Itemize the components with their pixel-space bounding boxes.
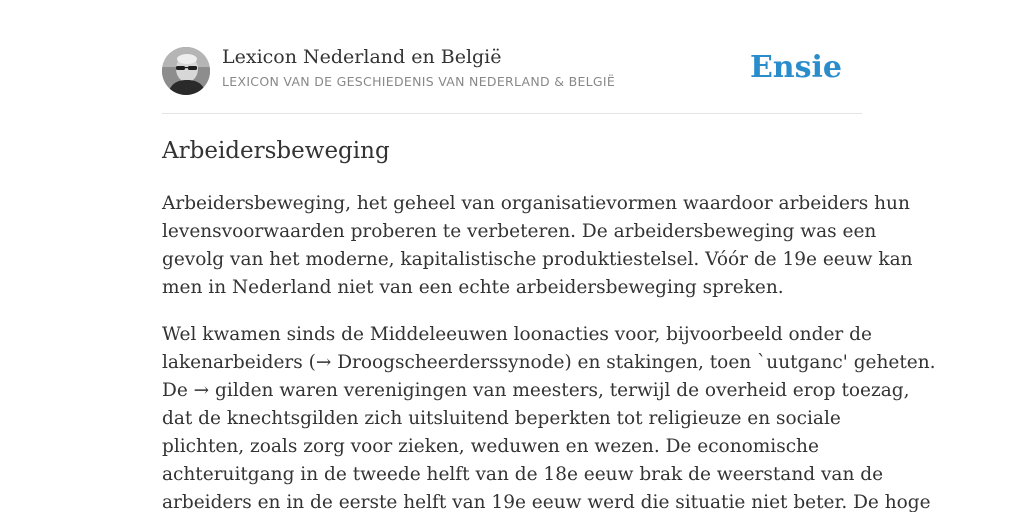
avatar[interactable] [162,47,210,95]
crossref-link-droogscheerderssynode[interactable]: → Droogscheerderssynode [315,352,565,373]
site-header [162,0,862,114]
text-segment: lakenarbeiders ( [162,352,316,373]
paragraph-line [162,349,936,377]
paragraph-line: levensvoorwaarden proberen te verbeteren. De arbeidersbeweging was een [162,221,877,242]
paragraph-line: plichten, zoals zorg voor zieken, weduwen en wezen. De economische [162,436,819,457]
text-segment: waren verenigingen van meesters, terwijl de overheid erop toezag, [273,380,910,401]
avatar-portrait-icon [162,47,210,95]
text-segment: ) en stakingen, toen `uutganc' geheten. [564,352,936,373]
paragraph-line: dat de knechtsgilden zich uitsluitend beperkten tot religieuze en sociale [162,408,841,429]
page-container [162,0,936,512]
text-segment: De [162,380,194,401]
crossref-link-gilden[interactable]: → gilden [193,380,274,401]
paragraph-line: arbeiders en in de eerste helft van 19e eeuw werd die situatie niet beter. De hoge [162,492,931,512]
paragraph-line: Wel kwamen sinds de Middeleeuwen loonacties voor, bijvoorbeeld onder de [162,324,872,345]
paragraph-line: gevolg van het moderne, kapitalistische produktiestelsel. Vóór de 19e eeuw kan [162,249,913,270]
site-subtitle: LEXICON VAN DE GESCHIEDENIS VAN NEDERLAND & BELGIË [222,74,616,89]
site-title[interactable]: Lexicon Nederland en België [222,46,502,68]
brand-logo-link[interactable]: Ensie [749,50,842,85]
paragraph-line: achteruitgang in de tweede helft van de 18e eeuw brak de weerstand van de [162,464,884,485]
paragraph-line: men in Nederland niet van een echte arbeidersbeweging spreken. [162,277,784,298]
paragraph-line: Arbeidersbeweging, het geheel van organisatievormen waardoor arbeiders hun [162,193,910,214]
article-title: Arbeidersbeweging [162,138,390,164]
paragraph-line [162,377,910,405]
article-paragraph-1 [162,190,913,302]
article-paragraph-2 [162,321,936,512]
